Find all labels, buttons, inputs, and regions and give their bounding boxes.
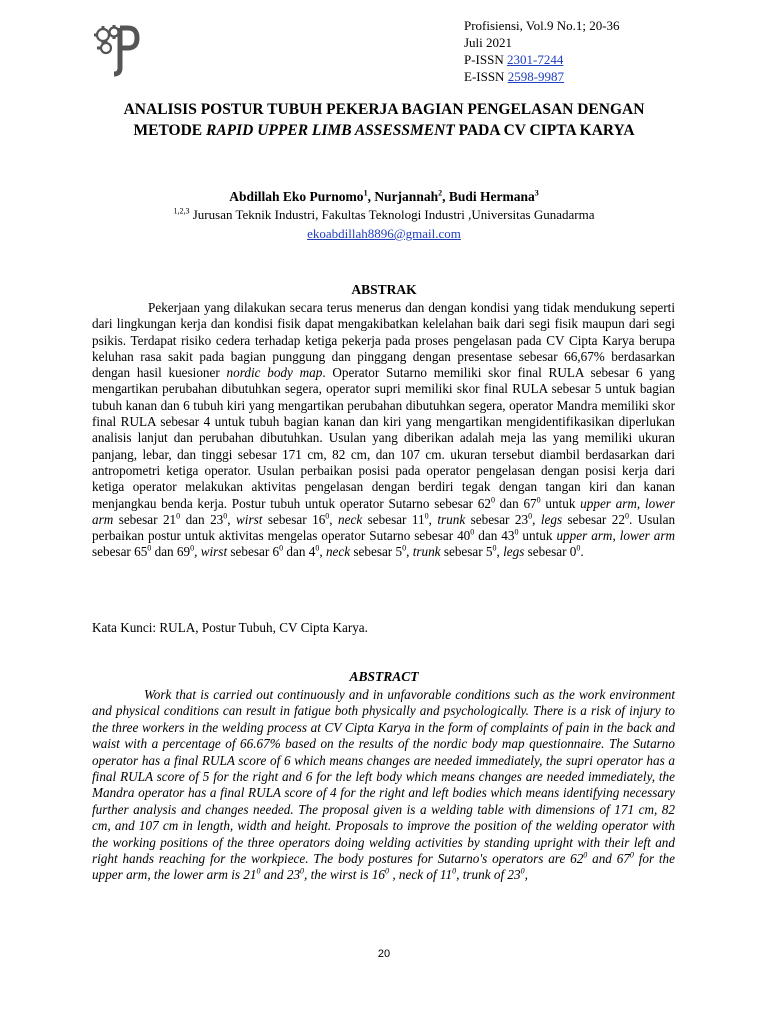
author-email xyxy=(0,225,768,242)
abstract-body: Work that is carried out continuously and in unfavorable conditions such as the work environment and physical conditions can result in fatigue both physically and psychologically. There is a risk of injury to the three workers in the welding process at CV Cipta Karya in the form of complaints of pain in the back and waist with a percentage of 66.67% based on the results of the nordic body map questionnaire. The Sutarno operator has a final RULA score of 6 which means changes are needed immediately, the supri operator has a final RULA score of 5 for the right and 6 for the left body which means changes are needed immediately, the Mandra operator has a final RULA score of 4 for the right and left bodies which means identifying necessary further analysis and changes needed. The proposal given is a welding table with dimensions of 171 cm, 82 cm, and 107 cm in length, width and height. Proposals to improve the position of the welding operator with the working positions of the three operators doing welding activities by standing upright with their left and right hands reaching for the workpiece. The body postures for Sutarno's operators are $62^0$ and $67^0$ for the upper arm, the lower arm is $21^0$ and $23^0$, the wirst is $16^0$ , neck of $11^0$, trunk of $23^0$, xyxy=(92,687,676,883)
paper-title: ANALISIS POSTUR TUBUH PEKERJA BAGIAN PENGELASAN DENGAN METODE RAPID UPPER LIMB ASSESSMENT PADA CV CIPTA KARYA xyxy=(123,101,645,139)
journal-volume: Profisiensi, Vol.9 No.1; 20-36 xyxy=(464,18,620,33)
journal-date: Juli 2021 xyxy=(464,35,513,50)
email-link[interactable]: ekoabdillah8896@gmail.com xyxy=(307,226,461,241)
author-list: Abdillah Eko Purnomo$^1$, Nurjannah$^2$, Budi Hermana$^3$ xyxy=(229,188,539,204)
pissn-link[interactable]: 2301-7244 xyxy=(507,52,564,67)
abstract-heading: ABSTRACT xyxy=(349,669,419,684)
pissn-line: P-ISSN 2301-7244 xyxy=(464,52,564,67)
abstrak-body: Pekerjaan yang dilakukan secara terus menerus dan dengan kondisi yang tidak mendukung seperti dari lingkungan kerja dan kondisi fisik dapat mengakibatkan kelelahan baik dari segi fisik maupun dari segi psikis. Terdapat risiko cedera terhadap ketiga pekerja pada proses pengelasan pada CV Cipta Karya berupa keluhan rasa sakit pada bagian punggung dan pinggang dengan presentase sebesar 66,67% berdasarkan dengan hasil kuesioner nordic body map. Operator Sutarno memiliki skor final RULA sebesar 6 yang mengartikan perubahan dibutuhkan segera, operator supri memiliki skor final RULA sebesar 5 untuk bagian tubuh kanan dan 6 tubuh kiri yang mengartikan perubahan dibutuhkan segera, operator Mandra memiliki skor final RULA sebesar 4 untuk tubuh bagian kanan dan kiri yang mengartikan mengidentifikasikan diperlukan analisis lanjut dan perubahan dibutuhkan. Usulan yang diberikan adalah meja las yang memiliki ukuran panjang, lebar, dan tinggi sebesar 171 cm, 82 cm, dan 107 cm. ukuran tersebut diambil berdasarkan dari antropometri ketiga operator. Usulan perbaikan posisi pada operator pengelasan dengan posisi kerja dari ketiga operator melakukan aktivitas pengelasan dengan berdiri tegak dengan tangan kiri dan kanan menjangkau benda kerja. Postur tubuh untuk operator Sutarno sebesar $62^0$ dan $67^0$ untuk upper arm, lower arm sebesar $21^0$ dan $23^0$, wirst sebesar $16^0$, neck sebesar $11^0$, trunk sebesar $23^0$, legs sebesar $22^0$. Usulan perbaikan postur untuk aktivitas mengelas operator Sutarno sebesar $40^0$ dan $43^0$ untuk upper arm, lower arm sebesar $65^0$ dan $69^0$, wirst sebesar $6^0$ dan $4^0$, neck sebesar $5^0$, trunk sebesar $5^0$, legs sebesar $0^0$. xyxy=(92,300,676,560)
abstrak-heading: ABSTRAK xyxy=(351,282,417,297)
journal-logo-icon xyxy=(92,22,140,78)
keywords: Kata Kunci: RULA, Postur Tubuh, CV Cipta Karya. xyxy=(92,620,368,635)
page-number: 20 xyxy=(377,948,391,960)
eissn-line: E-ISSN 2598-9987 xyxy=(464,69,565,84)
affiliation: $^{1,2,3}$ Jurusan Teknik Industri, Fakultas Teknologi Industri ,Universitas Gunadarma xyxy=(173,206,595,222)
eissn-link[interactable]: 2598-9987 xyxy=(507,69,565,84)
journal-info xyxy=(464,17,620,85)
